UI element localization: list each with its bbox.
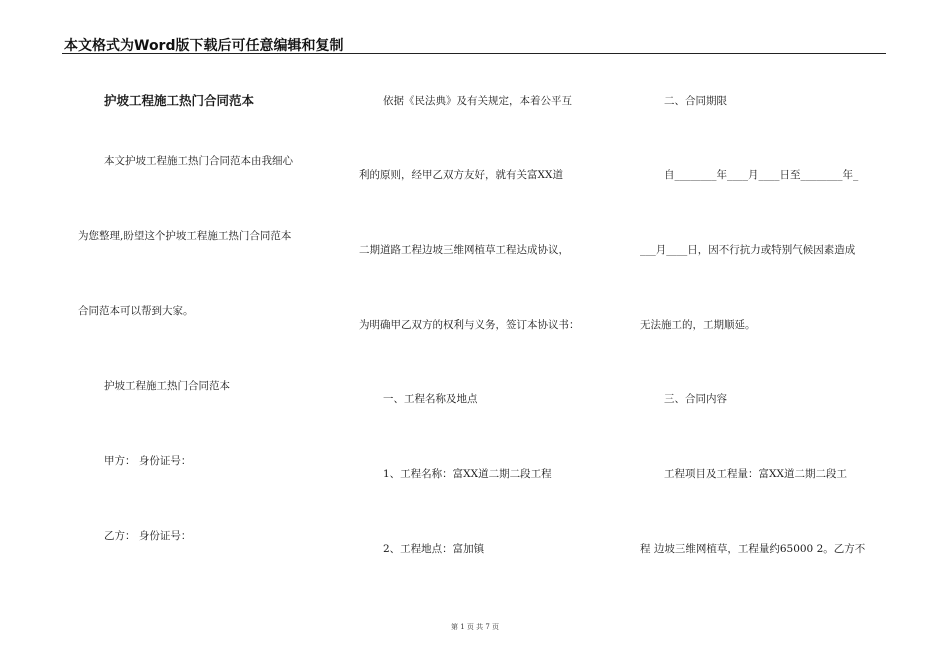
text-line: 2、工程地点：富加镇 — [383, 543, 485, 555]
text-line: 1、工程名称：富XX道二期二段工程 — [383, 468, 552, 480]
text-line: 为您整理,盼望这个护坡工程施工热门合同范本 — [78, 230, 292, 242]
header-divider — [62, 53, 886, 54]
text-line: 护坡工程施工热门合同范本 — [104, 380, 230, 392]
text-line: 为明确甲乙双方的权利与义务，签订本协议书： — [359, 319, 580, 331]
text-line: 依据《民法典》及有关规定，本着公平互 — [383, 95, 572, 107]
text-line: 工程项目及工程量：富XX道二期二段工 — [664, 468, 847, 480]
text-line: 利的原则，经甲乙双方友好，就有关富XX道 — [359, 169, 563, 181]
section-heading: 二、合同期限 — [664, 95, 727, 107]
section-heading: 三、合同内容 — [664, 393, 727, 405]
party-a-line: 甲方： 身份证号： — [104, 455, 192, 467]
text-line: 二期道路工程边坡三维网植草工程达成协议， — [359, 244, 569, 256]
document-header: 本文格式为Word版下载后可任意编辑和复制 — [64, 38, 344, 54]
section-heading: 一、工程名称及地点 — [383, 393, 478, 405]
document-title: 护坡工程施工热门合同范本 — [104, 93, 255, 108]
text-line: 本文护坡工程施工热门合同范本由我细心 — [104, 155, 293, 167]
text-line: 程 边坡三维网植草，工程量约65000 2。乙方不 — [640, 543, 866, 555]
text-line: 自________年____月____日至________年_ — [664, 169, 859, 181]
party-b-line: 乙方： 身份证号： — [104, 530, 192, 542]
text-line: 无法施工的，工期顺延。 — [640, 319, 756, 331]
text-line: 合同范本可以帮到大家。 — [78, 305, 194, 317]
text-line: ___月____日，因不行抗力或特别气候因素造成 — [640, 244, 856, 256]
page-number: 第 1 页 共 7 页 — [450, 623, 500, 631]
